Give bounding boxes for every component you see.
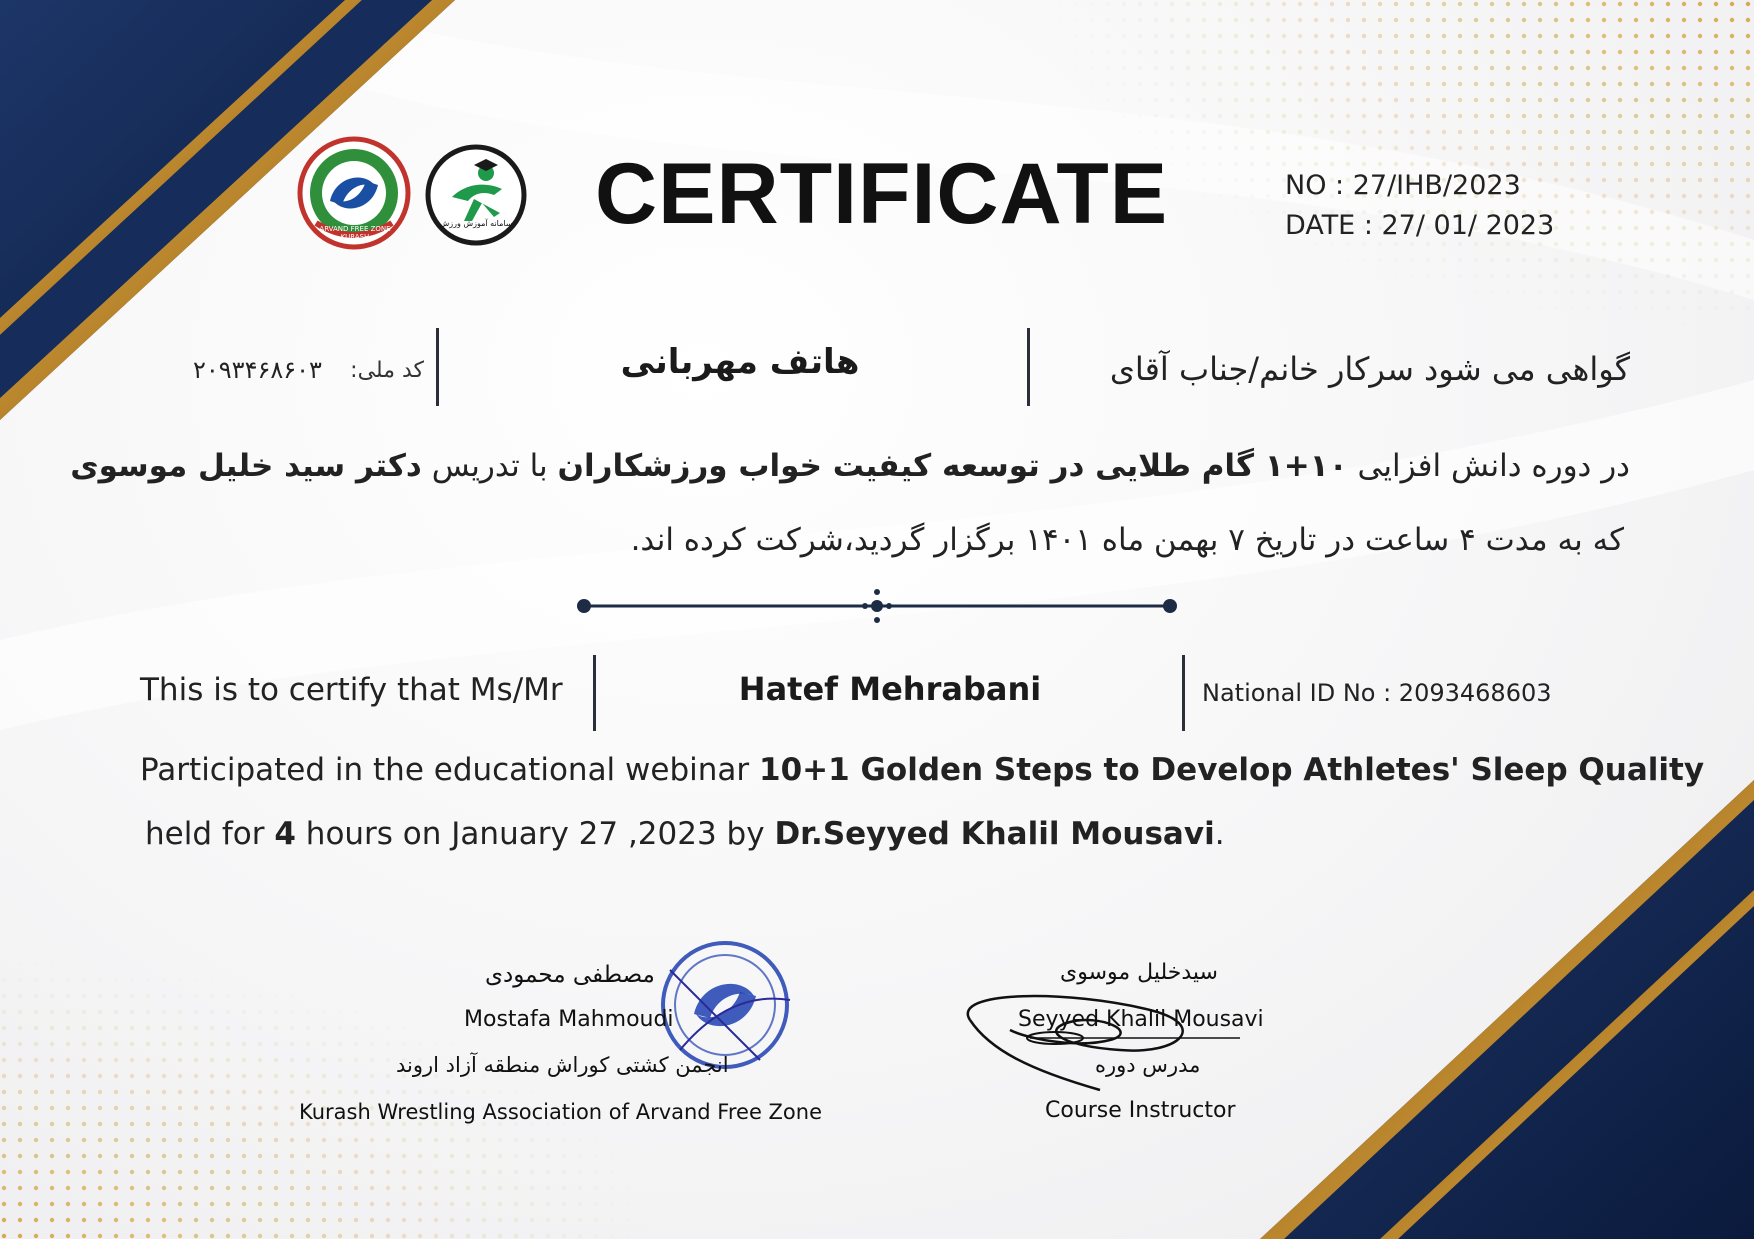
persian-national-id-value: ۲۰۹۳۴۶۸۶۰۳	[193, 356, 322, 384]
english-instructor: Dr.Seyyed Khalil Mousavi	[774, 816, 1215, 852]
right-signer-role-fa: مدرس دوره	[1095, 1053, 1201, 1077]
right-signer-role-en: Course Instructor	[1045, 1098, 1236, 1123]
persian-national-id-label: کد ملی:	[350, 358, 424, 383]
instructor-signature	[950, 980, 1260, 1100]
right-signer-name-fa: سیدخلیل موسوی	[1060, 960, 1218, 985]
persian-intro: گواهی می شود سرکار خانم/جناب آقای	[1109, 350, 1630, 388]
kurash-association-logo	[296, 135, 412, 251]
english-held-for: held for	[145, 816, 265, 852]
logo-right-text: سامانه آموزش ورزش	[439, 219, 513, 228]
english-course-prefix: Participated in the educational webinar	[140, 752, 750, 788]
left-signer-org-en: Kurash Wrestling Association of Arvand Free Zone	[299, 1100, 823, 1124]
persian-course-prefix: در دوره دانش افزایی	[1357, 448, 1630, 484]
right-signer-name-en: Seyyed Khalil Mousavi	[1018, 1007, 1264, 1032]
certificate-number: NO : 27/IHB/2023	[1285, 170, 1521, 201]
divider-bar	[1182, 655, 1185, 731]
english-certify-text: This is to certify that Ms/Mr	[140, 672, 563, 708]
persian-line-2: که به مدت ۴ ساعت در تاریخ ۷ بهمن ماه ۱۴۰۱ برگزار گردید،شرکت کرده اند.	[630, 522, 1624, 558]
persian-recipient-name: هاتف مهربانی	[620, 342, 860, 382]
english-recipient-name: Hatef Mehrabani	[738, 670, 1042, 708]
persian-line-1	[70, 448, 1630, 484]
persian-course-title: ۱۰+۱ گام طلایی در توسعه کیفیت خواب ورزشکاران	[557, 448, 1348, 484]
left-signer-name-en: Mostafa Mahmoudi	[464, 1007, 674, 1032]
logo-left-text: ARVAND FREE ZONE KURASH	[319, 225, 391, 241]
certificate-date: DATE : 27/ 01/ 2023	[1285, 210, 1555, 241]
english-national-id: National ID No : 2093468603	[1202, 679, 1552, 707]
english-course-title: 10+1 Golden Steps to Develop Athletes' Sleep Quality	[759, 752, 1705, 788]
persian-instructor: دکتر سید خلیل موسوی	[70, 448, 422, 484]
english-hours-date: hours on January 27 ,2023 by	[305, 816, 765, 852]
left-signer-org-fa: انجمن کشتی کوراش منطقه آزاد اروند	[396, 1053, 729, 1077]
persian-taught-by: با تدریس	[431, 448, 548, 484]
left-signer-name-fa: مصطفی محمودی	[485, 962, 655, 988]
certificate-title: CERTIFICATE	[595, 146, 1169, 242]
sport-education-logo	[424, 143, 528, 247]
english-period: .	[1214, 816, 1225, 852]
divider-bar	[1027, 328, 1030, 406]
english-hours: 4	[274, 816, 296, 852]
english-line-1	[140, 752, 1704, 788]
english-line-2	[145, 816, 1225, 852]
divider-bar	[436, 328, 439, 406]
divider-bar	[593, 655, 596, 731]
